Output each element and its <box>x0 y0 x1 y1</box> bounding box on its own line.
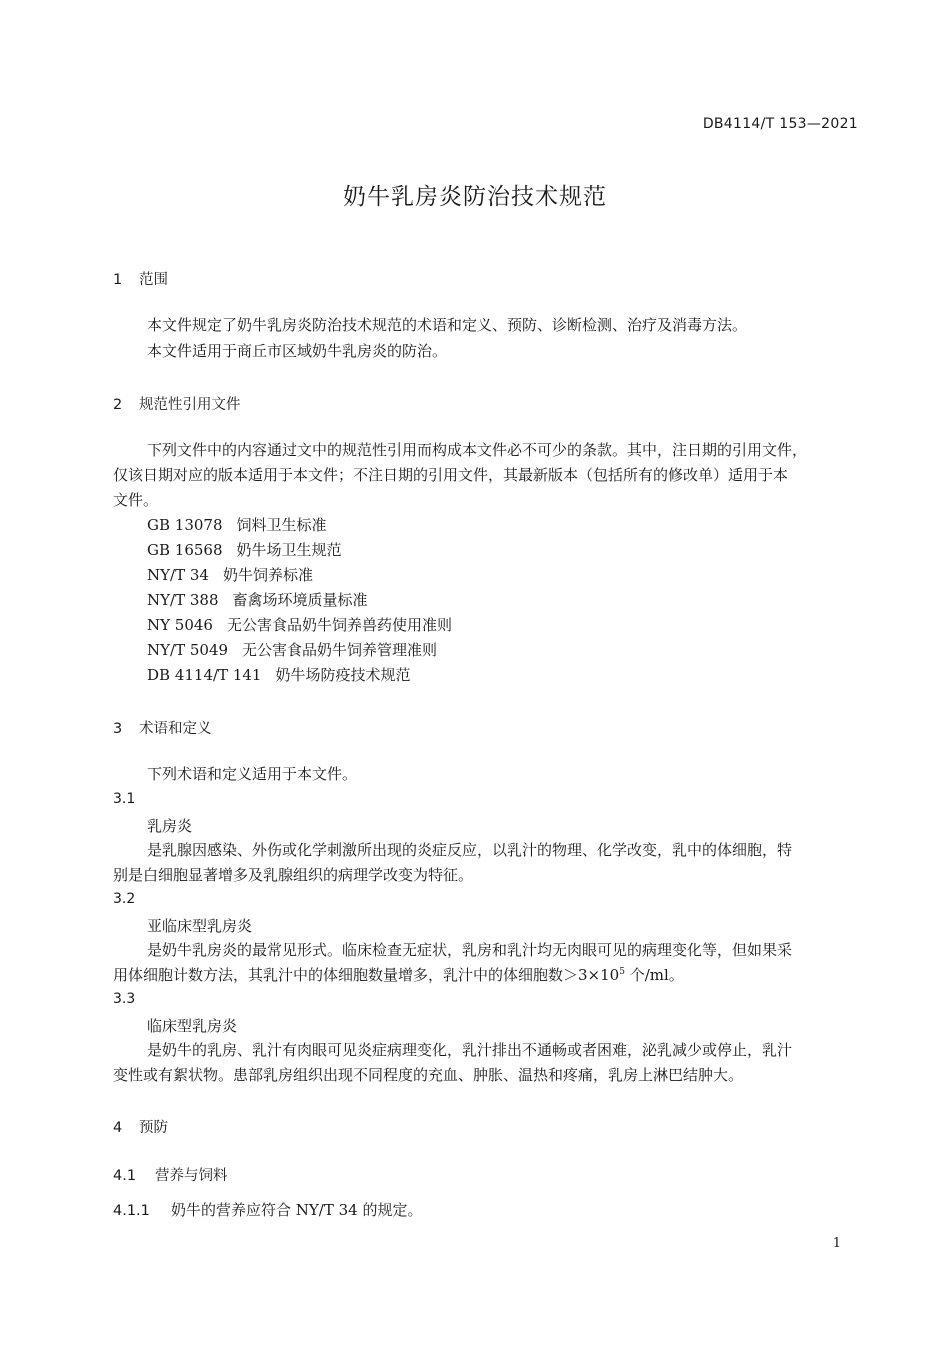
reference-item <box>147 513 327 538</box>
reference-code: NY/T 388 <box>147 591 219 609</box>
definition-text: 个/ml。 <box>624 966 684 984</box>
section-number: 1 <box>113 272 123 288</box>
section-heading-3 <box>113 717 212 738</box>
reference-item <box>147 563 313 588</box>
section-heading-2 <box>113 393 241 414</box>
definition-text: 用体细胞计数方法，其乳汁中的体细胞数量增多，乳汁中的体细胞数＞3×10 <box>113 966 620 984</box>
clause-text: 奶牛的营养应符合 NY/T 34 的规定。 <box>171 1201 423 1219</box>
subsection-title: 营养与饲料 <box>155 1168 228 1184</box>
reference-title: 无公害食品奶牛饲养管理准则 <box>242 641 438 659</box>
document-number: DB4114/T 153—2021 <box>702 116 858 132</box>
reference-title: 无公害食品奶牛饲养兽药使用准则 <box>226 616 452 634</box>
definition-line <box>113 963 684 988</box>
subsection-heading <box>113 1164 228 1185</box>
definition-line: 别是白细胞显著增多及乳腺组织的病理学改变为特征。 <box>113 866 474 884</box>
section-title: 范围 <box>139 272 168 288</box>
section-number: 3 <box>113 721 123 737</box>
paragraph-line: 仅该日期对应的版本适用于本文件；不注日期的引用文件，其最新版本（包括所有的修改单）适用于本 <box>113 466 789 484</box>
term-name: 亚临床型乳房炎 <box>147 917 253 935</box>
reference-code: NY/T 34 <box>147 566 209 584</box>
term-number: 3.1 <box>113 791 136 807</box>
definition-line: 是奶牛的乳房、乳汁有肉眼可见炎症病理变化，乳汁排出不通畅或者困难，泌乳减少或停止，乳汁 <box>147 1041 793 1059</box>
section-title: 规范性引用文件 <box>139 397 241 413</box>
page-title: 奶牛乳房炎防治技术规范 <box>343 184 607 210</box>
reference-item <box>147 588 368 613</box>
paragraph-line: 下列文件中的内容通过文中的规范性引用而构成本文件必不可少的条款。其中，注日期的引用文件， <box>147 441 808 459</box>
section-number: 4 <box>113 1120 123 1136</box>
reference-title: 畜禽场环境质量标准 <box>232 591 368 609</box>
reference-item <box>147 538 342 563</box>
reference-title: 奶牛场卫生规范 <box>236 541 342 559</box>
section-title: 术语和定义 <box>139 721 212 737</box>
reference-title: 奶牛饲养标准 <box>222 566 313 584</box>
section-heading-1 <box>113 268 168 289</box>
term-name: 乳房炎 <box>147 817 193 835</box>
reference-code: GB 13078 <box>147 516 223 534</box>
paragraph: 本文件规定了奶牛乳房炎防治技术规范的术语和定义、预防、诊断检测、治疗及消毒方法。 <box>147 316 748 334</box>
paragraph: 下列术语和定义适用于本文件。 <box>147 765 358 783</box>
section-number: 2 <box>113 397 123 413</box>
term-name: 临床型乳房炎 <box>147 1017 238 1035</box>
term-number: 3.3 <box>113 991 136 1007</box>
section-title: 预防 <box>139 1120 168 1136</box>
clause <box>113 1198 422 1224</box>
reference-code: NY 5046 <box>147 616 213 634</box>
reference-title: 饲料卫生标准 <box>236 516 327 534</box>
reference-title: 奶牛场防疫技术规范 <box>275 666 411 684</box>
page-number: 1 <box>832 1236 841 1251</box>
clause-number: 4.1.1 <box>113 1203 150 1219</box>
reference-code: DB 4114/T 141 <box>147 666 262 684</box>
section-heading-4 <box>113 1116 168 1137</box>
reference-item <box>147 663 410 688</box>
definition-line: 是乳腺因感染、外伤或化学刺激所出现的炎症反应，以乳汁的物理、化学改变，乳中的体细胞，特 <box>147 841 793 859</box>
exponent: 5 <box>619 967 625 977</box>
reference-code: GB 16568 <box>147 541 223 559</box>
term-number: 3.2 <box>113 891 136 907</box>
paragraph: 本文件适用于商丘市区域奶牛乳房炎的防治。 <box>147 342 448 360</box>
reference-code: NY/T 5049 <box>147 641 229 659</box>
subsection-number: 4.1 <box>113 1168 137 1184</box>
paragraph-line: 文件。 <box>113 491 159 509</box>
definition-line: 是奶牛乳房炎的最常见形式。临床检查无症状，乳房和乳汁均无肉眼可见的病理变化等，但如果采 <box>147 941 793 959</box>
reference-item <box>147 613 452 638</box>
reference-item <box>147 638 437 663</box>
definition-line: 变性或有絮状物。患部乳房组织出现不同程度的充血、肿胀、温热和疼痛，乳房上淋巴结肿大。 <box>113 1066 744 1084</box>
